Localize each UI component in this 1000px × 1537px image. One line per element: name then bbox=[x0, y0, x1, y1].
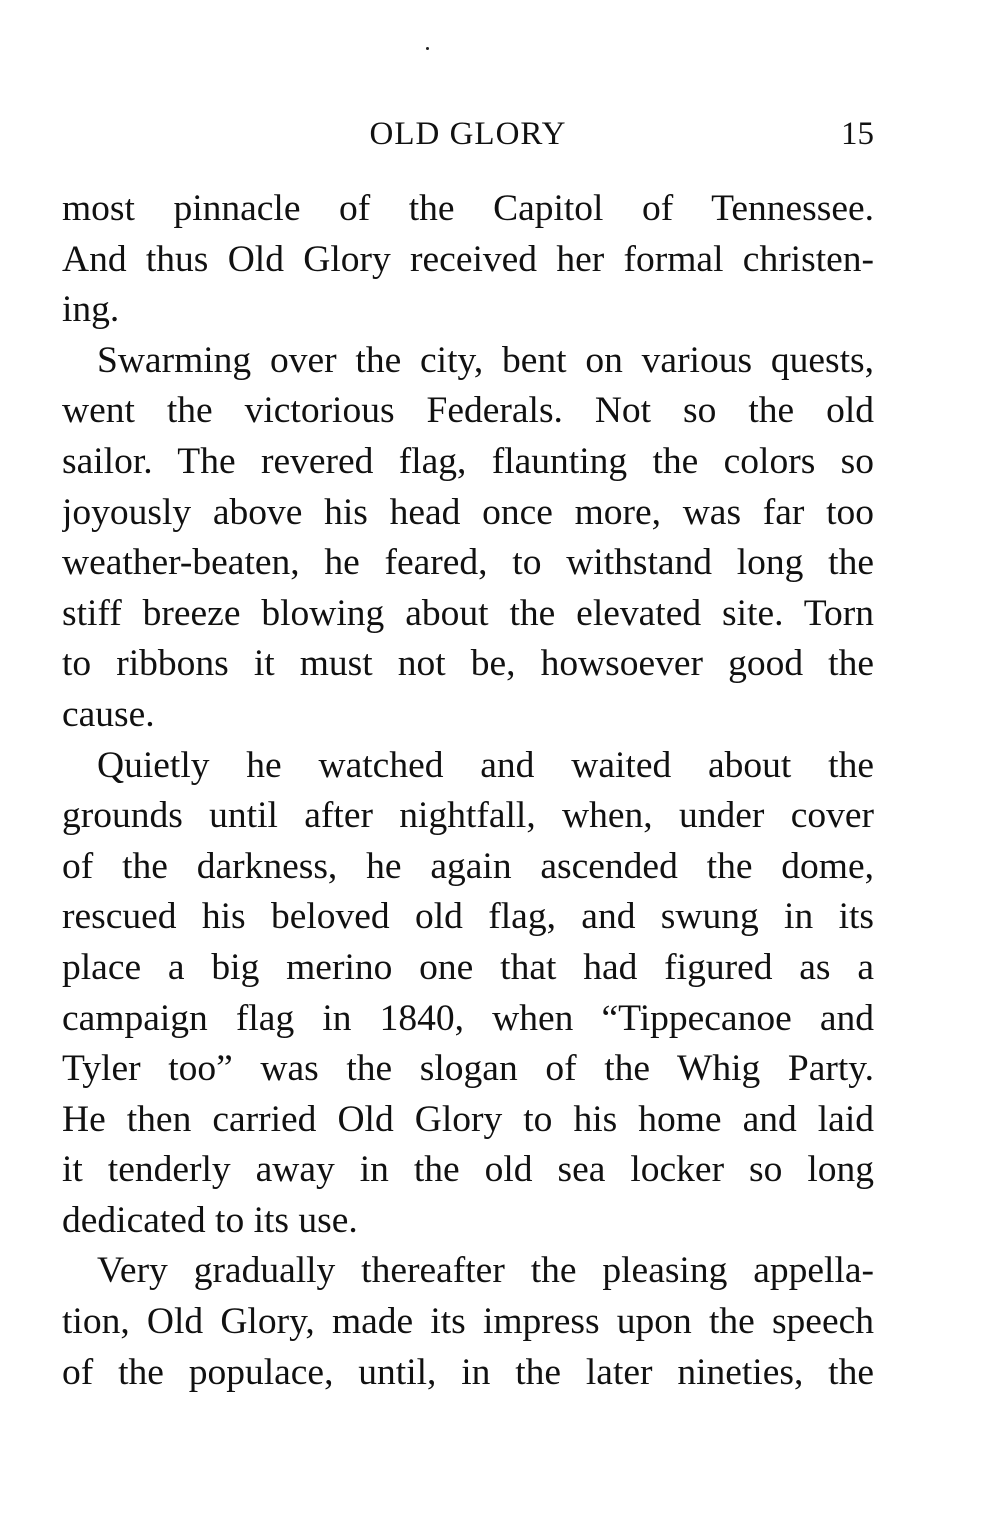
text-line: stiff breeze blowing about the elevated site. Torn bbox=[62, 592, 874, 634]
text-line: weather-beaten, he feared, to withstand long the bbox=[62, 542, 874, 584]
text-line: dedicated to its use. bbox=[62, 1199, 358, 1241]
text-line: of the darkness, he again ascended the dome, bbox=[62, 845, 874, 887]
text-line: rescued his beloved old flag, and swung in its bbox=[62, 896, 874, 938]
text-line: joyously above his head once more, was far too bbox=[62, 491, 874, 533]
text-line: it tenderly away in the old sea locker so long bbox=[62, 1149, 874, 1191]
print-speck bbox=[426, 47, 429, 50]
text-line: ing. bbox=[62, 289, 120, 331]
running-head-title: OLD GLORY bbox=[369, 116, 567, 152]
text-line: campaign flag in 1840, when “Tippecanoe and bbox=[62, 997, 874, 1039]
text-line: sailor. The revered flag, flaunting the colors so bbox=[62, 440, 874, 482]
text-line: Swarming over the city, bent on various quests, bbox=[97, 339, 874, 381]
text-line: tion, Old Glory, made its impress upon the speech bbox=[62, 1301, 874, 1343]
text-line: Very gradually thereafter the pleasing appella- bbox=[97, 1250, 874, 1292]
text-line: grounds until after nightfall, when, under cover bbox=[62, 795, 874, 837]
page-number: 15 bbox=[841, 116, 874, 152]
text-line: to ribbons it must not be, howsoever good the bbox=[62, 643, 874, 685]
text-line: Tyler too” was the slogan of the Whig Party. bbox=[62, 1048, 874, 1090]
text-line: of the populace, until, in the later nineties, the bbox=[62, 1351, 874, 1393]
text-line: He then carried Old Glory to his home and laid bbox=[62, 1098, 874, 1140]
text-line: Quietly he watched and waited about the bbox=[97, 744, 874, 786]
body-text bbox=[62, 184, 874, 1398]
text-line: And thus Old Glory received her formal christen- bbox=[62, 238, 874, 280]
text-line: most pinnacle of the Capitol of Tennessee. bbox=[62, 188, 874, 229]
text-line: cause. bbox=[62, 693, 155, 735]
text-line: place a big merino one that had figured as a bbox=[62, 946, 874, 988]
text-line: went the victorious Federals. Not so the old bbox=[62, 390, 874, 432]
running-head bbox=[62, 112, 874, 156]
